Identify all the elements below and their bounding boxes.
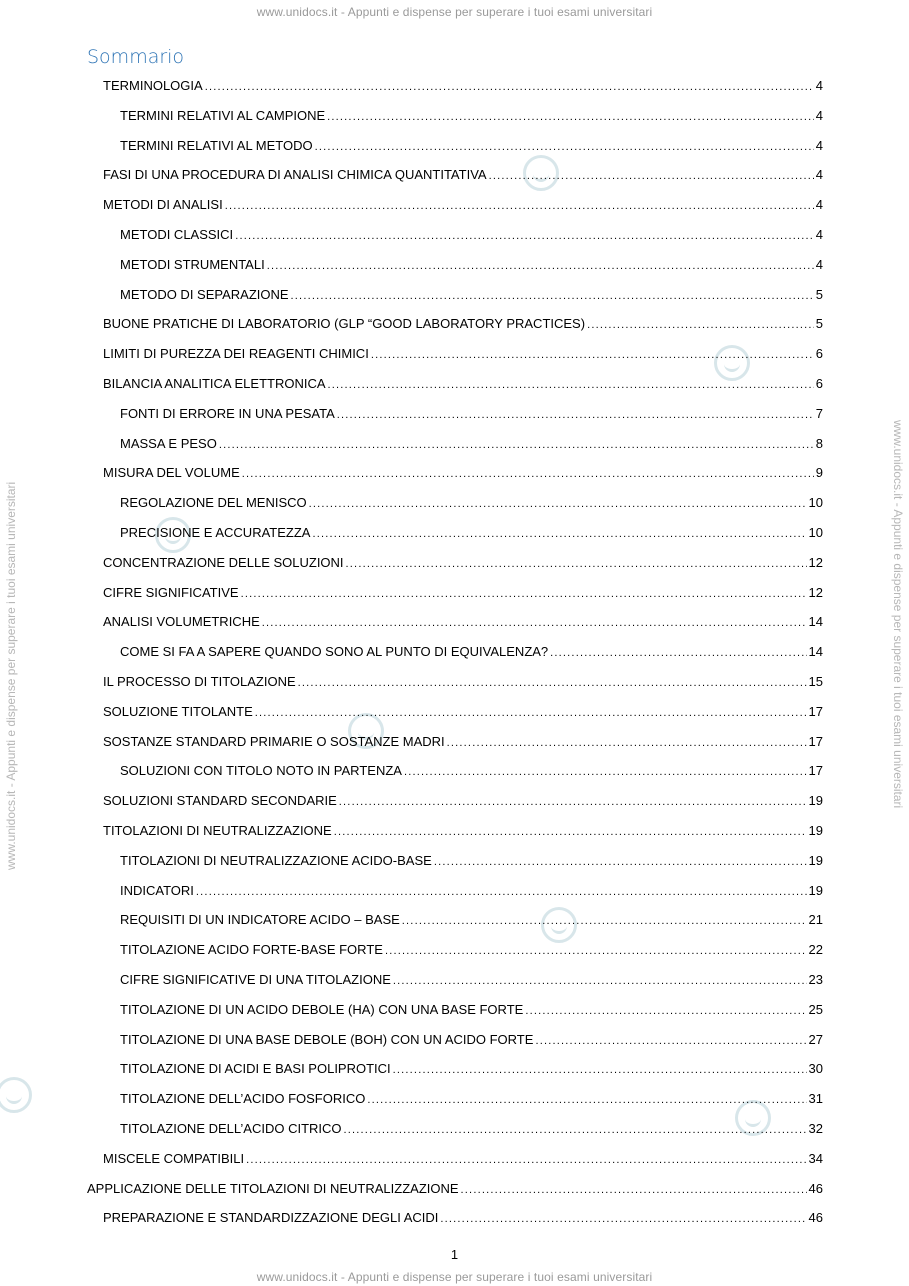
toc-title: Sommario (87, 46, 185, 68)
toc-entry[interactable] (120, 970, 823, 990)
toc-entry-page: 25 (808, 1001, 823, 1017)
toc-leader-dots (327, 107, 814, 127)
toc-entry-page: 19 (808, 823, 823, 838)
toc-leader-dots (309, 494, 807, 514)
toc-entry-page: 15 (808, 674, 823, 689)
toc-entry-title: SOSTANZE STANDARD PRIMARIE O SOSTANZE MADRI (103, 733, 445, 749)
page-number: 1 (450, 1247, 459, 1262)
toc-entry[interactable] (120, 761, 823, 781)
toc-leader-dots (339, 792, 807, 812)
toc-entry-title: TITOLAZIONI DI NEUTRALIZZAZIONE (103, 823, 332, 838)
toc-entry[interactable] (103, 1149, 823, 1169)
watermark-logo-icon (0, 1077, 32, 1113)
toc-entry-title: TERMINOLOGIA (103, 78, 203, 93)
toc-entry[interactable] (120, 1119, 823, 1139)
toc-entry-title: BILANCIA ANALITICA ELETTRONICA (103, 376, 326, 391)
toc-entry-title: CIFRE SIGNIFICATIVE DI UNA TITOLAZIONE (120, 972, 391, 987)
toc-entry-title: METODI STRUMENTALI (120, 256, 265, 272)
toc-entry-page: 22 (808, 942, 823, 958)
toc-entry-page: 10 (808, 525, 823, 540)
toc-entry-page: 6 (815, 346, 823, 362)
toc-leader-dots (219, 435, 814, 455)
toc-entry-title: TITOLAZIONI DI NEUTRALIZZAZIONE ACIDO-BASE (120, 852, 432, 868)
toc-entry-page: 4 (815, 167, 823, 183)
toc-entry-page: 4 (815, 197, 823, 213)
toc-entry-page: 4 (815, 227, 823, 242)
toc-leader-dots (255, 703, 807, 723)
toc-entry-title: METODI DI ANALISI (103, 197, 223, 213)
toc-entry-page: 4 (815, 107, 823, 123)
toc-entry-page: 17 (808, 733, 823, 749)
toc-entry[interactable] (103, 344, 823, 364)
toc-entry-page: 9 (815, 465, 823, 481)
toc-entry-title: LIMITI DI PUREZZA DEI REAGENTI CHIMICI (103, 346, 369, 362)
toc-leader-dots (235, 226, 814, 246)
toc-entry-title: TITOLAZIONE DI UN ACIDO DEBOLE (HA) CON UNA BASE FORTE (120, 1001, 524, 1017)
toc-entry-page: 6 (815, 376, 823, 391)
toc-leader-dots (315, 137, 814, 157)
toc-entry[interactable] (120, 1059, 823, 1079)
toc-entry-page: 4 (815, 78, 823, 93)
toc-entry[interactable] (103, 732, 823, 752)
toc-leader-dots (385, 941, 807, 961)
toc-entry-page: 19 (808, 793, 823, 809)
toc-leader-dots (393, 1060, 807, 1080)
toc-entry-page: 8 (815, 435, 823, 451)
toc-entry-title: PREPARAZIONE E STANDARDIZZAZIONE DEGLI ACIDI (103, 1210, 439, 1226)
toc-entry-title: INDICATORI (120, 882, 194, 898)
watermark-bottom: www.unidocs.it - Appunti e dispense per superare i tuoi esami universitari (256, 1270, 653, 1284)
toc-entry-title: REQUISITI DI UN INDICATORE ACIDO – BASE (120, 912, 400, 928)
toc-leader-dots (262, 613, 807, 633)
toc-entry[interactable] (120, 434, 823, 454)
watermark-left: www.unidocs.it - Appunti e dispense per superare i tuoi esami universitari (4, 481, 18, 870)
toc-leader-dots (344, 1120, 807, 1140)
toc-entry-title: MISURA DEL VOLUME (103, 465, 240, 481)
toc-entry-title: TITOLAZIONE DI ACIDI E BASI POLIPROTICI (120, 1061, 391, 1077)
toc-entry-page: 21 (808, 912, 823, 928)
toc-leader-dots (587, 315, 814, 335)
toc-leader-dots (393, 971, 807, 991)
toc-entry[interactable] (103, 314, 823, 334)
toc-entry-title: COME SI FA A SAPERE QUANDO SONO AL PUNTO DI EQUIVALENZA? (120, 644, 549, 660)
toc-leader-dots (298, 673, 807, 693)
toc-leader-dots (337, 405, 814, 425)
toc-leader-dots (196, 882, 807, 902)
toc-entry[interactable] (103, 374, 823, 394)
toc-entry-page: 10 (808, 495, 823, 511)
toc-leader-dots (535, 1031, 806, 1051)
toc-leader-dots (246, 1150, 806, 1170)
toc-entry[interactable] (120, 404, 823, 424)
toc-entry[interactable] (87, 1179, 823, 1199)
toc-entry-page: 7 (815, 405, 823, 421)
toc-entry-page: 5 (815, 286, 823, 302)
toc-entry[interactable] (120, 1089, 823, 1109)
watermark-top: www.unidocs.it - Appunti e dispense per superare i tuoi esami universitari (256, 5, 653, 19)
toc-entry[interactable] (120, 255, 823, 275)
toc-leader-dots (434, 852, 807, 872)
toc-entry-page: 30 (808, 1061, 823, 1077)
toc-entry-page: 46 (808, 1210, 823, 1226)
toc-entry[interactable] (120, 523, 823, 543)
toc-entry-title: TITOLAZIONE ACIDO FORTE-BASE FORTE (120, 942, 383, 958)
toc-entry[interactable] (103, 672, 823, 692)
toc-leader-dots (367, 1090, 806, 1110)
toc-entry-page: 5 (815, 316, 823, 332)
toc-leader-dots (489, 166, 814, 186)
toc-leader-dots (371, 345, 814, 365)
toc-entry[interactable] (120, 940, 823, 960)
toc-entry-page: 14 (808, 614, 823, 630)
toc-leader-dots (267, 256, 814, 276)
toc-leader-dots (291, 286, 814, 306)
toc-entry[interactable] (120, 851, 823, 871)
toc-entry-page: 12 (808, 554, 823, 570)
toc-entry-page: 4 (815, 256, 823, 272)
toc-leader-dots (404, 762, 807, 782)
toc-entry-title: TERMINI RELATIVI AL CAMPIONE (120, 107, 326, 123)
watermark-right: www.unidocs.it - Appunti e dispense per superare i tuoi esami universitari (891, 420, 905, 809)
toc-entry[interactable] (120, 285, 823, 305)
toc-entry-title: BUONE PRATICHE DI LABORATORIO (GLP “GOOD LABORATORY PRACTICES) (103, 316, 586, 332)
toc-entry-page: 34 (808, 1150, 823, 1166)
toc-leader-dots (242, 464, 814, 484)
toc-entry-page: 31 (808, 1091, 823, 1107)
toc-entry-title: SOLUZIONI CON TITOLO NOTO IN PARTENZA (120, 763, 402, 779)
toc-entry[interactable] (103, 1208, 823, 1228)
toc-entry-title: CONCENTRAZIONE DELLE SOLUZIONI (103, 554, 344, 570)
toc-entry-title: METODI CLASSICI (120, 227, 234, 242)
toc-entry[interactable] (120, 106, 823, 126)
toc-entry-page: 14 (808, 644, 823, 660)
toc-entry-title: FONTI DI ERRORE IN UNA PESATA (120, 405, 335, 421)
toc-entry[interactable] (120, 225, 823, 245)
toc-leader-dots (550, 643, 806, 663)
toc-entry[interactable] (120, 136, 823, 156)
toc-entry-page: 17 (808, 763, 823, 779)
toc-entry[interactable] (103, 76, 823, 96)
toc-entry-page: 27 (808, 1031, 823, 1047)
toc-entry[interactable] (120, 493, 823, 513)
toc-entry[interactable] (120, 642, 823, 662)
toc-entry-title: REGOLAZIONE DEL MENISCO (120, 495, 307, 511)
toc-entry-title: CIFRE SIGNIFICATIVE (103, 584, 239, 600)
toc-entry-title: TERMINI RELATIVI AL METODO (120, 137, 313, 153)
toc-leader-dots (346, 554, 807, 574)
toc-leader-dots (225, 196, 814, 216)
toc-entry-title: MISCELE COMPATIBILI (103, 1150, 245, 1166)
toc-entry-title: FASI DI UNA PROCEDURA DI ANALISI CHIMICA QUANTITATIVA (103, 167, 487, 183)
toc-entry[interactable] (103, 821, 823, 841)
toc-entry-page: 46 (808, 1180, 823, 1196)
toc-entry[interactable] (103, 583, 823, 603)
toc-entry[interactable] (103, 612, 823, 632)
toc-entry[interactable] (120, 1000, 823, 1020)
toc-leader-dots (447, 733, 807, 753)
toc-entry-title: SOLUZIONI STANDARD SECONDARIE (103, 793, 337, 809)
toc-entry-page: 19 (808, 882, 823, 898)
toc-entry-page: 4 (815, 137, 823, 153)
toc-entry-title: TITOLAZIONE DI UNA BASE DEBOLE (BOH) CON UN ACIDO FORTE (120, 1031, 534, 1047)
toc-entry[interactable] (120, 1030, 823, 1050)
toc-entry-title: IL PROCESSO DI TITOLAZIONE (103, 674, 296, 689)
toc-entry-page: 12 (808, 584, 823, 600)
toc-leader-dots (440, 1209, 806, 1229)
toc-entry[interactable] (120, 910, 823, 930)
toc-entry[interactable] (120, 881, 823, 901)
toc-entry-title: PRECISIONE E ACCURATEZZA (120, 525, 311, 540)
toc-leader-dots (328, 375, 814, 395)
toc-entry-title: TITOLAZIONE DELL’ACIDO CITRICO (120, 1121, 342, 1136)
toc-entry-title: APPLICAZIONE DELLE TITOLAZIONI DI NEUTRALIZZAZIONE (87, 1180, 459, 1196)
toc-entry-title: MASSA E PESO (120, 435, 217, 451)
toc-leader-dots (241, 584, 807, 604)
toc-entry[interactable] (103, 553, 823, 573)
toc-entry-title: ANALISI VOLUMETRICHE (103, 614, 260, 630)
toc-entry-page: 32 (808, 1121, 823, 1136)
toc-entry[interactable] (103, 463, 823, 483)
toc-leader-dots (461, 1180, 807, 1200)
toc-leader-dots (205, 77, 814, 97)
toc-leader-dots (525, 1001, 806, 1021)
toc-leader-dots (402, 911, 807, 931)
toc-entry-title: SOLUZIONE TITOLANTE (103, 703, 253, 719)
toc-entry[interactable] (103, 195, 823, 215)
toc-entry-page: 23 (808, 972, 823, 987)
toc-entry[interactable] (103, 702, 823, 722)
toc-entry-title: TITOLAZIONE DELL’ACIDO FOSFORICO (120, 1091, 366, 1107)
toc-entry-page: 19 (808, 852, 823, 868)
toc-entry[interactable] (103, 791, 823, 811)
toc-leader-dots (334, 822, 807, 842)
toc-leader-dots (312, 524, 806, 544)
toc-entry[interactable] (103, 165, 823, 185)
toc-entry-page: 17 (808, 703, 823, 719)
toc-entry-title: METODO DI SEPARAZIONE (120, 286, 289, 302)
